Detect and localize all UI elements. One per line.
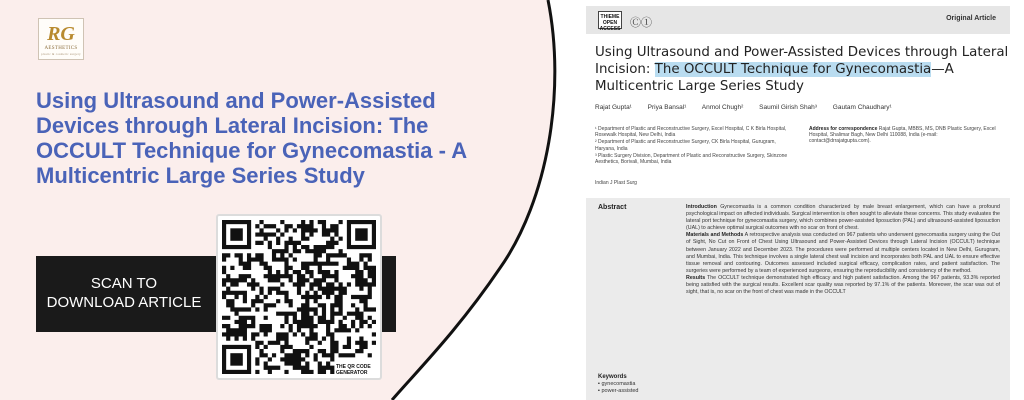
intro-heading: Introduction (686, 204, 717, 210)
article-preview[interactable] (586, 0, 1024, 400)
article-title (595, 44, 1013, 95)
results-text: The OCCULT technique demonstrated high efficacy and high patient satisfaction. Among the 967 patients, 93.3% reported being satisfied with the surgical results. Excellent scar quality was reported by 97.1% of the patients. Moreover, the scar was out of sight, that is, no scar on the front of chest was made in the OCCULT (686, 274, 1000, 296)
author: Gautam Chaudhary¹ (832, 104, 892, 111)
intro-text: Gynecomastia is a common condition characterized by male breast enlargement, which can have a profound psychological impact on affected individuals. Surgical intervention is often sought to alleviate these concerns. This study evaluates the lateral port technique for gynecomastia surgery, which combines power-assisted liposuction (PAL) and ultrasound-assisted liposuction (UAL) to achieve optimal surgical outcomes with no scar on front of chest. (686, 204, 1000, 232)
brand-logo (38, 18, 84, 60)
article-type: Original Article (946, 15, 996, 22)
scan-line-2: DOWNLOAD ARTICLE (46, 294, 202, 311)
article-header (586, 6, 1010, 34)
logo-name: AESTHETICS (44, 46, 78, 51)
abstract-methods (686, 232, 1000, 275)
correspondence-label: Address for correspondence (809, 126, 878, 132)
correspondence (809, 126, 999, 145)
cc-license-icon: Ⓒ① (630, 17, 652, 29)
scan-label (36, 274, 212, 312)
methods-text: A retrospective analysis was conducted on 967 patients who underwent gynecomastia surgery using the Out of Sight, No Cut on Front of Chest Using Ultrasound and Power-Assisted Devices through Lateral Incision (OCCULT) technique between January 2022 and December 2023. The procedures were performed at multiple centers located in New Delhi, Gurugram, and Mumbai, India. This technique involves a single lateral chest wall incision and incorporates both PAL and UAL to ensure effective tissue removal and contouring. Outcomes assessed included surgical efficacy, complication rates, and patient satisfaction. The surgeries were performed by a team of experienced surgeons, ensuring the reproducibility and consistency of the method. (686, 232, 1000, 274)
author: Priya Bansal¹ (647, 104, 687, 111)
keyword-item: ▪ gynecomastia (598, 381, 636, 387)
author: Rajat Gupta¹ (595, 104, 632, 111)
keywords-heading: Keywords (598, 374, 627, 380)
keyword-text: gynecomastia (601, 381, 636, 387)
abstract-introduction (686, 204, 1000, 232)
open-access-badge: THIEME OPEN ACCESS (598, 11, 622, 29)
scan-line-1: SCAN TO (90, 275, 158, 292)
qr-code[interactable] (216, 214, 382, 380)
results-heading: Results (686, 274, 706, 281)
article-title-highlight: The OCCULT Technique for Gynecomastia (654, 62, 932, 77)
author: Anmol Chugh² (701, 104, 744, 111)
abstract-section (586, 198, 1010, 400)
logo-mark: RG (47, 23, 75, 45)
abstract-label: Abstract (598, 204, 627, 211)
keyword-item: ▪ power-assisted (598, 388, 639, 394)
methods-heading: Materials and Methods (686, 232, 744, 239)
author-list (595, 104, 906, 111)
qr-code-pattern (222, 220, 376, 374)
keywords (598, 374, 638, 395)
qr-generator-caption: THE QR CODE GENERATOR (336, 364, 371, 376)
author: Saumil Girish Shah³ (759, 104, 817, 111)
promo-title[interactable]: Using Ultrasound and Power-Assisted Devices through Lateral Incision: The OCCULT Technique for Gynecomastia - A Multicentric Large Series Study (36, 88, 467, 188)
affiliation: ² Department of Plastic and Reconstructive Surgery, CK Birla Hospital, Gurugram, Haryana, India (595, 139, 776, 152)
affiliation: ¹ Department of Plastic and Reconstructive Surgery, Excel Hospital, C K Birla Hospital, Rosewalk Hospital, New Delhi, India (595, 126, 787, 139)
keyword-text: power-assisted (601, 388, 639, 394)
correspondence-text: Rajat Gupta, MBBS, MS, DNB Plastic Surgery, Excel Hospital, Shalimar Bagh, New Delhi 110088, India (e-mail: contact@drrajatgupta.com). (809, 126, 996, 145)
affiliations (595, 126, 795, 166)
abstract-body (686, 204, 1000, 296)
abstract-results (686, 275, 1000, 296)
journal-name: Indian J Plast Surg (595, 180, 637, 186)
article-title-part-2: —A Multicentric Large Series Study (595, 62, 954, 94)
affiliation: ³ Plastic Surgery Division, Department of Plastic and Reconstructive Surgery, Skinzone Aesthetics, Borivali, Mumbai, India (595, 152, 788, 166)
logo-tagline: plastic & cosmetic surgery (41, 52, 81, 56)
article-title-part-1: Using Ultrasound and Power-Assisted Devices through Lateral Incision: (595, 45, 1009, 77)
